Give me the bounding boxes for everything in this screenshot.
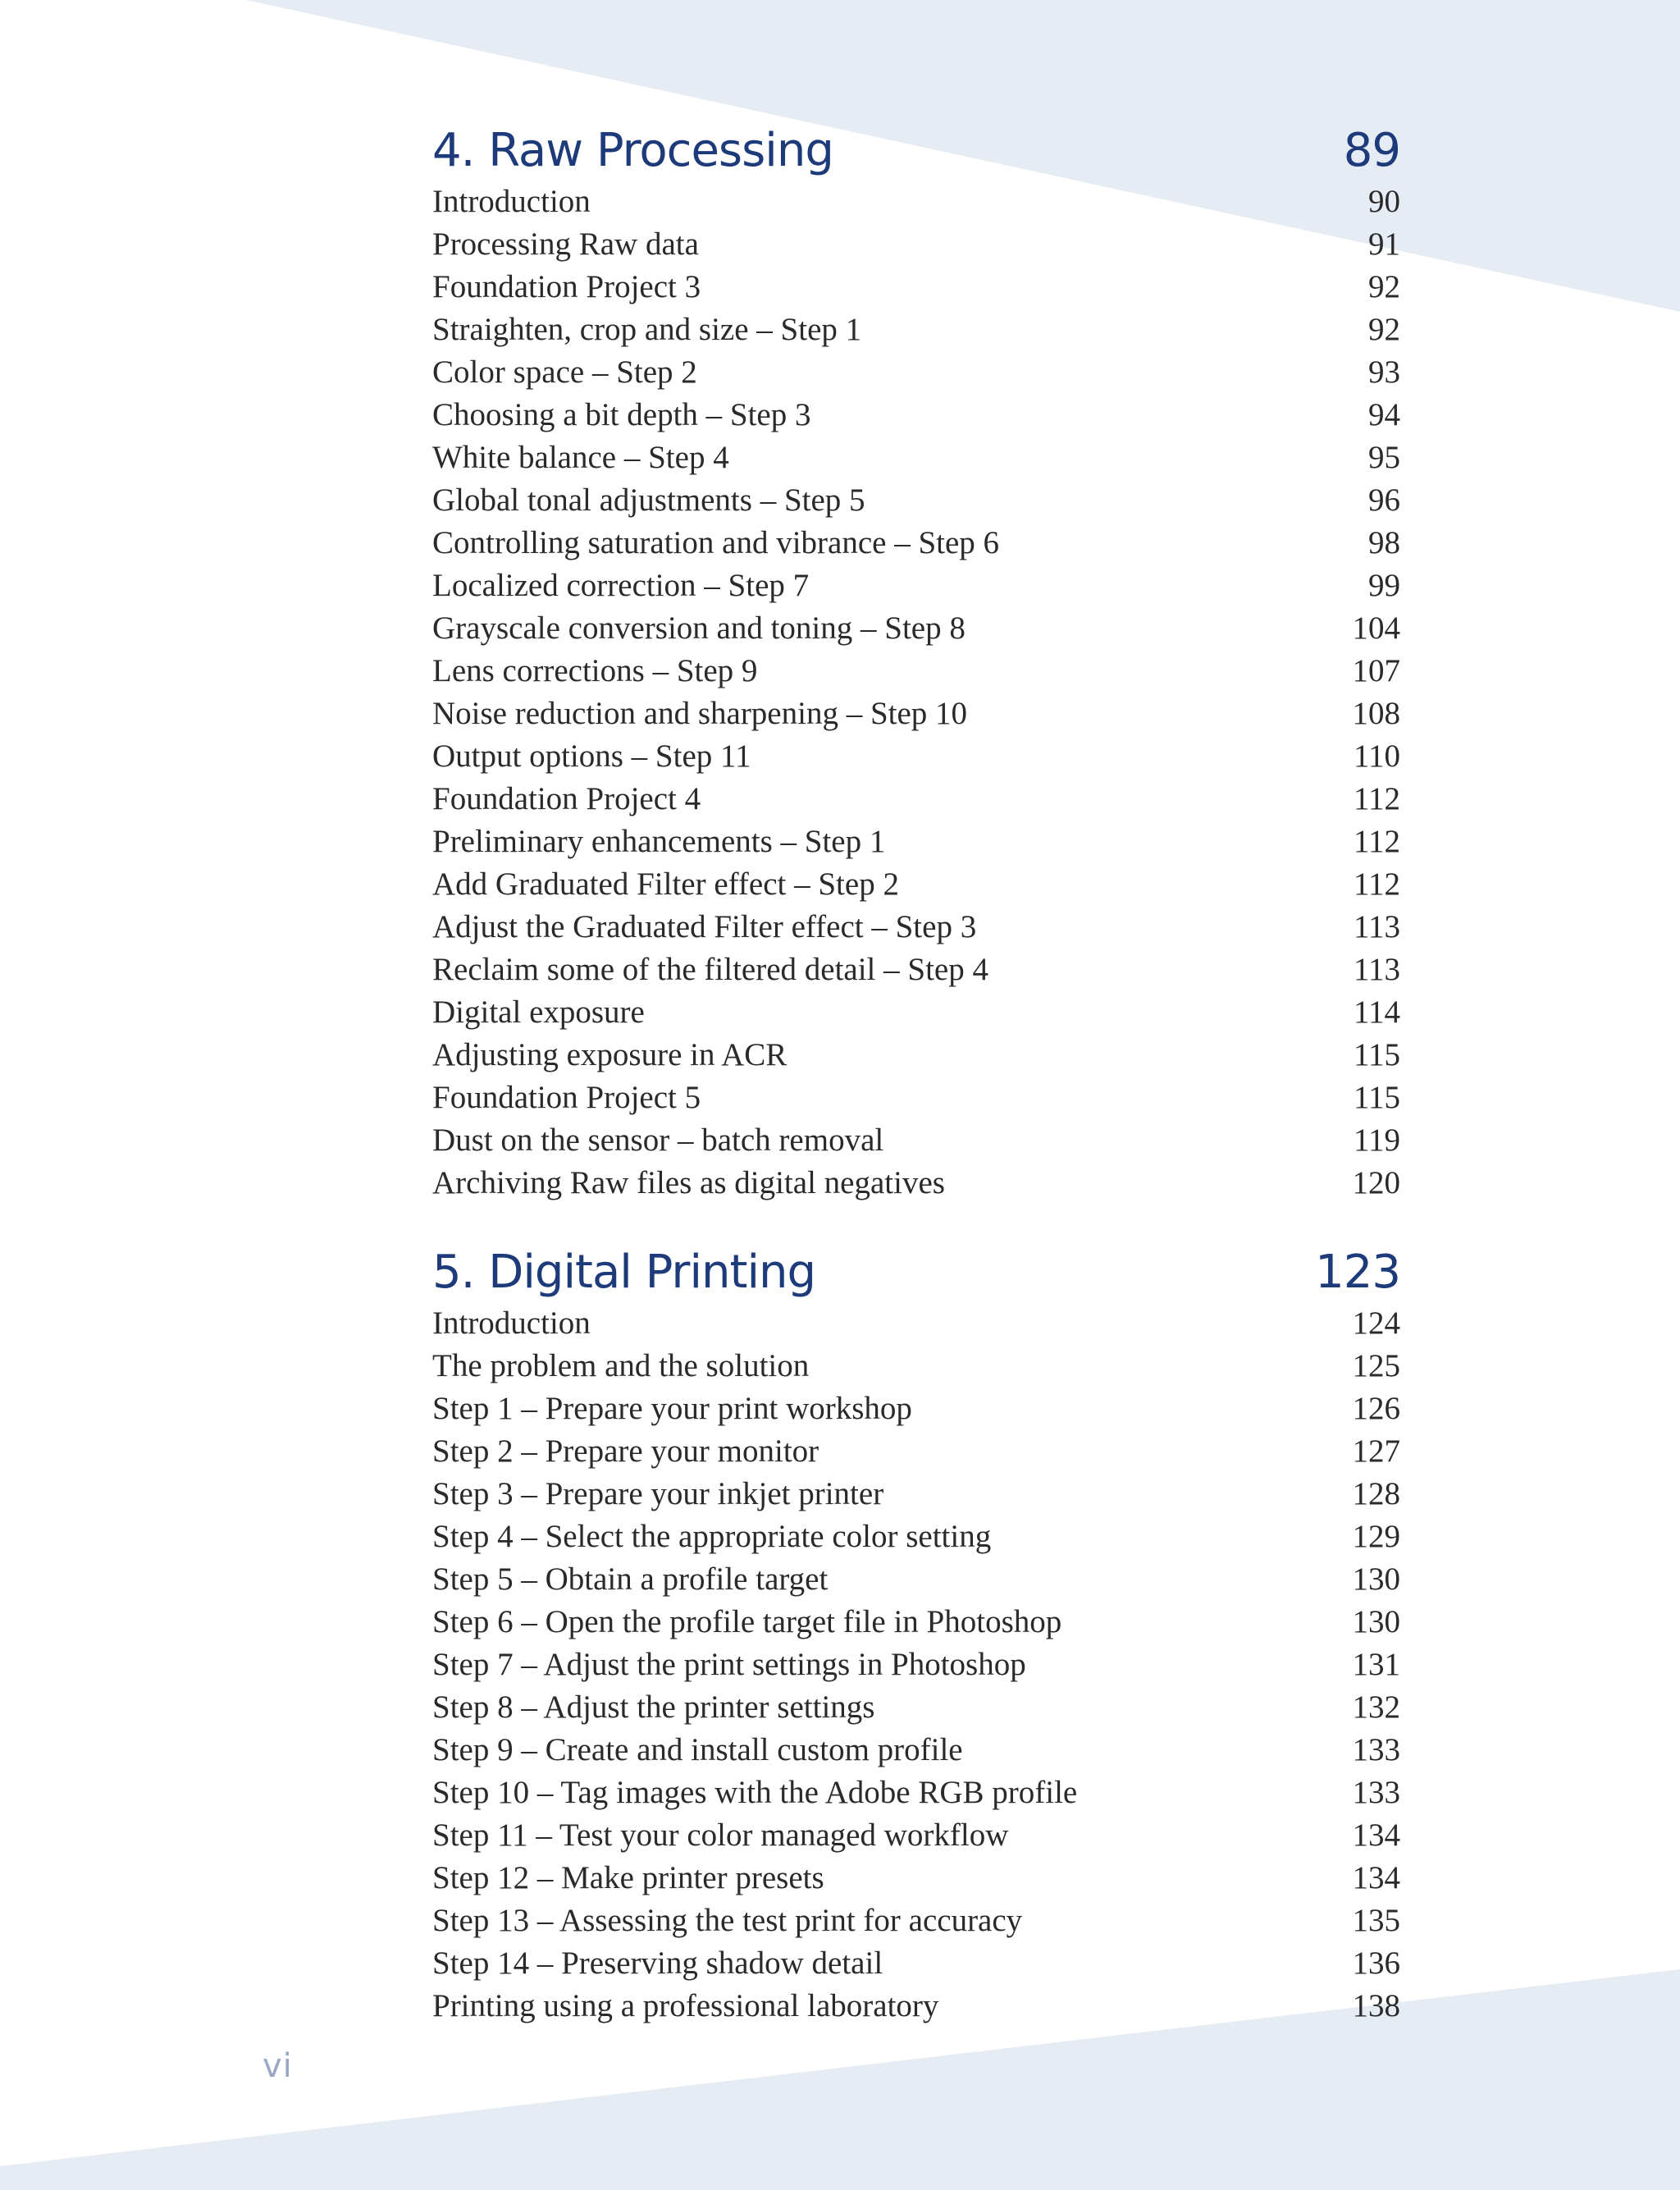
entry-label: Introduction <box>432 184 591 219</box>
entry-list <box>432 1302 1400 2028</box>
entry-page-number: 127 <box>1352 1433 1400 1469</box>
entry-label: Preliminary enhancements – Step 1 <box>432 824 886 859</box>
entry-label: Localized correction – Step 7 <box>432 568 810 603</box>
toc-entry[interactable] <box>432 1686 1400 1729</box>
entry-page-number: 128 <box>1352 1476 1400 1511</box>
entry-label: Foundation Project 5 <box>432 1080 701 1115</box>
entry-page-number: 136 <box>1352 1945 1400 1981</box>
chapter-section <box>432 1243 1400 2028</box>
entry-page-number: 133 <box>1352 1775 1400 1810</box>
entry-page-number: 95 <box>1368 440 1400 475</box>
entry-page-number: 98 <box>1368 525 1400 560</box>
entry-page-number: 125 <box>1352 1348 1400 1383</box>
entry-page-number: 120 <box>1352 1165 1400 1200</box>
entry-page-number: 113 <box>1353 909 1400 944</box>
entry-page-number: 92 <box>1368 269 1400 304</box>
entry-page-number: 112 <box>1353 824 1400 859</box>
entry-page-number: 112 <box>1353 866 1400 902</box>
toc-entry[interactable] <box>432 821 1400 863</box>
entry-label: Reclaim some of the filtered detail – Step 4 <box>432 952 988 987</box>
entry-page-number: 115 <box>1353 1080 1400 1115</box>
entry-label: Dust on the sensor – batch removal <box>432 1122 884 1158</box>
toc-entry[interactable] <box>432 1034 1400 1077</box>
entry-label: Step 3 – Prepare your inkjet printer <box>432 1476 884 1511</box>
table-of-contents <box>432 121 1400 2028</box>
entry-page-number: 104 <box>1352 610 1400 646</box>
toc-entry[interactable] <box>432 650 1400 693</box>
entry-label: Step 5 – Obtain a profile target <box>432 1561 829 1597</box>
entry-label: Digital exposure <box>432 994 645 1030</box>
entry-label: Adjust the Graduated Filter effect – Step 3 <box>432 909 977 944</box>
entry-page-number: 119 <box>1353 1122 1400 1158</box>
entry-label: Step 2 – Prepare your monitor <box>432 1433 819 1469</box>
entry-label: Controlling saturation and vibrance – Step 6 <box>432 525 1000 560</box>
entry-page-number: 138 <box>1352 1988 1400 2023</box>
entry-label: Adjusting exposure in ACR <box>432 1037 788 1072</box>
toc-entry[interactable] <box>432 1814 1400 1857</box>
entry-label: Step 14 – Preserving shadow detail <box>432 1945 883 1981</box>
entry-label: Printing using a professional laboratory <box>432 1988 939 2023</box>
toc-entry[interactable] <box>432 394 1400 437</box>
toc-entry[interactable] <box>432 1900 1400 1942</box>
toc-entry[interactable] <box>432 863 1400 906</box>
page-folio: vi <box>262 2047 293 2085</box>
entry-page-number: 91 <box>1368 226 1400 262</box>
chapter-heading[interactable] <box>432 121 1400 181</box>
entry-label: Add Graduated Filter effect – Step 2 <box>432 866 899 902</box>
chapter-page-number: 123 <box>1315 1246 1400 1299</box>
entry-label: Grayscale conversion and toning – Step 8 <box>432 610 966 646</box>
entry-page-number: 94 <box>1368 397 1400 432</box>
entry-page-number: 132 <box>1352 1689 1400 1725</box>
toc-entry[interactable] <box>432 266 1400 309</box>
toc-entry[interactable] <box>432 1302 1400 1345</box>
entry-label: Step 1 – Prepare your print workshop <box>432 1391 912 1426</box>
entry-label: White balance – Step 4 <box>432 440 729 475</box>
entry-page-number: 90 <box>1368 184 1400 219</box>
entry-label: Processing Raw data <box>432 226 699 262</box>
toc-entry[interactable] <box>432 1857 1400 1900</box>
entry-label: Color space – Step 2 <box>432 354 697 390</box>
entry-label: The problem and the solution <box>432 1348 810 1383</box>
entry-label: Step 6 – Open the profile target file in Photoshop <box>432 1604 1062 1639</box>
entry-label: Global tonal adjustments – Step 5 <box>432 482 865 518</box>
toc-entry[interactable] <box>432 1601 1400 1644</box>
entry-page-number: 135 <box>1352 1903 1400 1938</box>
entry-label: Step 8 – Adjust the printer settings <box>432 1689 875 1725</box>
toc-entry[interactable] <box>432 1345 1400 1388</box>
toc-entry[interactable] <box>432 949 1400 991</box>
toc-entry[interactable] <box>432 1430 1400 1473</box>
entry-label: Step 4 – Select the appropriate color setting <box>432 1519 992 1554</box>
entry-label: Noise reduction and sharpening – Step 10 <box>432 696 968 731</box>
toc-entry[interactable] <box>432 181 1400 223</box>
entry-page-number: 108 <box>1352 696 1400 731</box>
entry-page-number: 124 <box>1352 1305 1400 1341</box>
toc-entry[interactable] <box>432 223 1400 266</box>
entry-list <box>432 181 1400 1205</box>
entry-page-number: 134 <box>1352 1817 1400 1853</box>
toc-entry[interactable] <box>432 437 1400 479</box>
entry-label: Foundation Project 4 <box>432 781 701 816</box>
toc-entry[interactable] <box>432 479 1400 522</box>
toc-entry[interactable] <box>432 309 1400 351</box>
entry-label: Introduction <box>432 1305 591 1341</box>
entry-page-number: 99 <box>1368 568 1400 603</box>
entry-label: Output options – Step 11 <box>432 738 751 774</box>
entry-page-number: 130 <box>1352 1604 1400 1639</box>
toc-entry[interactable] <box>432 1558 1400 1601</box>
toc-entry[interactable] <box>432 1473 1400 1516</box>
entry-page-number: 110 <box>1353 738 1400 774</box>
toc-entry[interactable] <box>432 735 1400 778</box>
entry-page-number: 114 <box>1353 994 1400 1030</box>
toc-entry[interactable] <box>432 565 1400 607</box>
entry-page-number: 93 <box>1368 354 1400 390</box>
entry-page-number: 92 <box>1368 312 1400 347</box>
toc-entry[interactable] <box>432 1388 1400 1430</box>
toc-entry[interactable] <box>432 991 1400 1034</box>
entry-label: Foundation Project 3 <box>432 269 701 304</box>
entry-label: Step 10 – Tag images with the Adobe RGB profile <box>432 1775 1078 1810</box>
entry-label: Step 12 – Make printer presets <box>432 1860 824 1895</box>
toc-entry[interactable] <box>432 607 1400 650</box>
toc-entry[interactable] <box>432 778 1400 821</box>
toc-entry[interactable] <box>432 1772 1400 1814</box>
chapter-title: 5. Digital Printing <box>432 1246 816 1299</box>
chapter-page-number: 89 <box>1343 124 1400 177</box>
chapter-title: 4. Raw Processing <box>432 124 833 177</box>
entry-page-number: 112 <box>1353 781 1400 816</box>
entry-label: Step 13 – Assessing the test print for accuracy <box>432 1903 1023 1938</box>
entry-page-number: 113 <box>1353 952 1400 987</box>
entry-label: Archiving Raw files as digital negatives <box>432 1165 945 1200</box>
toc-entry[interactable] <box>432 906 1400 949</box>
entry-page-number: 115 <box>1353 1037 1400 1072</box>
toc-entry[interactable] <box>432 693 1400 735</box>
toc-entry[interactable] <box>432 1729 1400 1772</box>
entry-page-number: 96 <box>1368 482 1400 518</box>
entry-page-number: 107 <box>1352 653 1400 688</box>
entry-label: Lens corrections – Step 9 <box>432 653 758 688</box>
toc-entry[interactable] <box>432 1162 1400 1205</box>
entry-page-number: 134 <box>1352 1860 1400 1895</box>
toc-entry[interactable] <box>432 1985 1400 2028</box>
toc-entry[interactable] <box>432 1644 1400 1686</box>
entry-page-number: 131 <box>1352 1647 1400 1682</box>
entry-page-number: 130 <box>1352 1561 1400 1597</box>
entry-page-number: 133 <box>1352 1732 1400 1767</box>
entry-page-number: 126 <box>1352 1391 1400 1426</box>
entry-label: Step 7 – Adjust the print settings in Photoshop <box>432 1647 1026 1682</box>
entry-label: Step 9 – Create and install custom profile <box>432 1732 963 1767</box>
toc-entry[interactable] <box>432 351 1400 394</box>
toc-entry[interactable] <box>432 1119 1400 1162</box>
entry-label: Step 11 – Test your color managed workflow <box>432 1817 1009 1853</box>
chapter-section <box>432 121 1400 1205</box>
toc-entry[interactable] <box>432 522 1400 565</box>
toc-entry[interactable] <box>432 1516 1400 1558</box>
entry-label: Choosing a bit depth – Step 3 <box>432 397 811 432</box>
chapter-heading[interactable] <box>432 1243 1400 1302</box>
entry-label: Straighten, crop and size – Step 1 <box>432 312 862 347</box>
toc-entry[interactable] <box>432 1942 1400 1985</box>
entry-page-number: 129 <box>1352 1519 1400 1554</box>
toc-entry[interactable] <box>432 1077 1400 1119</box>
